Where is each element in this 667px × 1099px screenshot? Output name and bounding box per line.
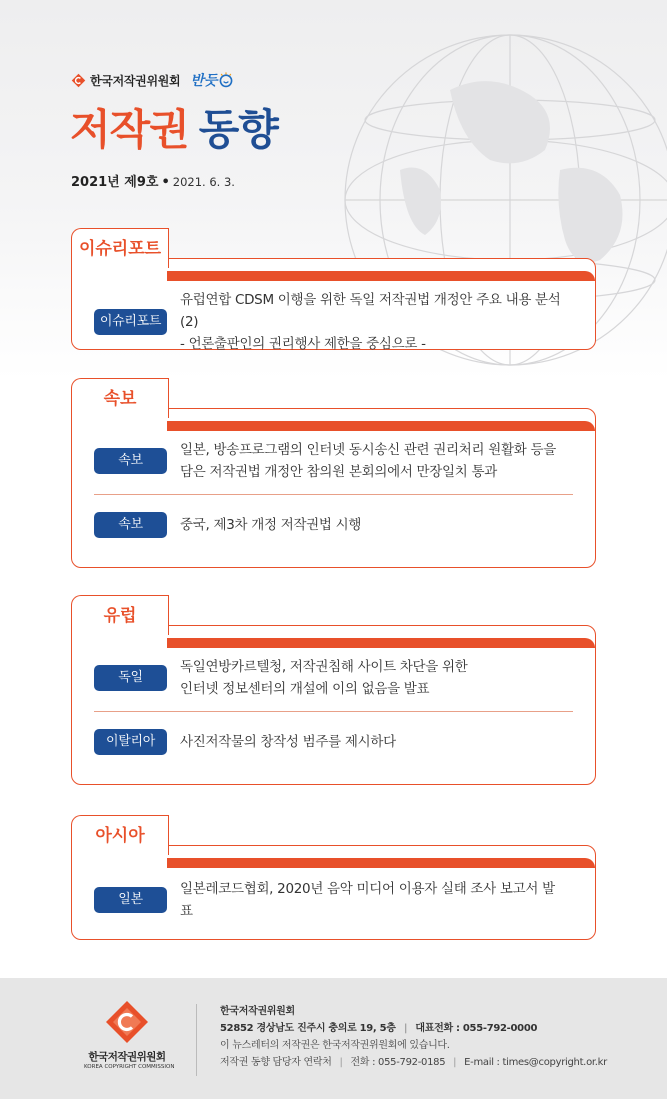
- footer-contact-label: 저작권 동향 담당자 연락처: [220, 1057, 332, 1068]
- item-text[interactable]: [180, 878, 555, 922]
- item-text[interactable]: [180, 289, 573, 355]
- accent-bar: [167, 858, 595, 868]
- item-line1: 일본레코드협회, 2020년 음악 미디어 이용자 실태 조사 보고서 발: [180, 881, 555, 897]
- section-breaking: [71, 378, 596, 570]
- section-label: 이슈리포트: [78, 239, 162, 259]
- accent-bar: [167, 271, 595, 281]
- category-badge: 속보: [94, 512, 167, 538]
- footer-pipe: |: [453, 1057, 457, 1068]
- item-line1: 사진저작물의 창작성 범주를 제시하다: [180, 734, 396, 750]
- footer: [0, 978, 667, 1099]
- category-badge: 속보: [94, 448, 167, 474]
- title-part2: 동향: [198, 105, 278, 154]
- item-line1: 유럽연합 CDSM 이행을 위한 독일 저작권법 개정안 주요 내용 분석 (2): [180, 292, 561, 330]
- footer-info: [220, 1003, 607, 1071]
- bandi-smile-icon: [218, 72, 234, 88]
- section-europe: [71, 595, 596, 787]
- section-issue-report: [71, 228, 596, 353]
- footer-logo-name: 한국저작권위원회: [88, 1051, 166, 1063]
- list-item[interactable]: [94, 729, 573, 755]
- section-label: 속보: [103, 389, 137, 409]
- section-label: 아시아: [95, 826, 145, 846]
- issue-date: 2021. 6. 3.: [172, 175, 235, 189]
- footer-pipe: |: [339, 1057, 343, 1068]
- footer-logo-english: KOREA COPYRIGHT COMMISSION: [84, 1064, 175, 1070]
- item-line2: 담은 저작권법 개정안 참의원 본회의에서 만장일치 통과: [180, 464, 497, 480]
- footer-address: 52852 경상남도 진주시 충의로 19, 5층: [220, 1023, 396, 1034]
- item-text[interactable]: [180, 731, 396, 753]
- accent-bar: [167, 421, 595, 431]
- copyright-c-logo-icon: [105, 1000, 149, 1044]
- footer-separator: [196, 1004, 197, 1076]
- item-line2: - 언론출판인의 권리행사 제한을 중심으로 -: [180, 336, 426, 352]
- footer-contact-email[interactable]: E-mail : times@copyright.or.kr: [464, 1057, 607, 1068]
- footer-address-row: [220, 1020, 607, 1037]
- section-box: [71, 625, 596, 785]
- accent-bar: [167, 638, 595, 648]
- section-label: 유럽: [103, 606, 137, 626]
- list-item[interactable]: [94, 439, 573, 483]
- category-badge: 이탈리아: [94, 729, 167, 755]
- list-item[interactable]: [94, 878, 573, 922]
- category-badge: 일본: [94, 887, 167, 913]
- list-item[interactable]: [94, 656, 573, 700]
- footer-copyright-note: 이 뉴스레터의 저작권은 한국저작권위원회에 있습니다.: [220, 1040, 450, 1051]
- copyright-c-logo-icon: [71, 73, 86, 88]
- footer-logo: [84, 1000, 175, 1070]
- category-badge: 독일: [94, 665, 167, 691]
- page-title: [70, 100, 278, 160]
- item-divider: [94, 494, 573, 495]
- list-item[interactable]: [94, 289, 573, 355]
- org-name: 한국저작권위원회: [90, 73, 181, 88]
- issue-separator: •: [161, 175, 170, 190]
- list-item[interactable]: [94, 512, 573, 538]
- section-box: [71, 408, 596, 568]
- issue-info: [71, 171, 235, 190]
- item-text[interactable]: [180, 656, 468, 700]
- item-line2: 표: [180, 903, 193, 919]
- section-asia: [71, 815, 596, 942]
- item-line2: 인터넷 정보센터의 개설에 이의 없음을 발표: [180, 681, 430, 697]
- partner-name: 반듯: [190, 73, 218, 89]
- item-line1: 중국, 제3차 개정 저작권법 시행: [180, 517, 362, 533]
- title-part1: 저작권: [70, 105, 189, 154]
- item-line1: 일본, 방송프로그램의 인터넷 동시송신 관련 권리처리 원활화 등을: [180, 442, 556, 458]
- item-text[interactable]: [180, 439, 556, 483]
- section-box: [71, 258, 596, 350]
- footer-org: 한국저작권위원회: [220, 1006, 295, 1017]
- issue-number: 2021년 제9호: [71, 175, 159, 190]
- section-box: [71, 845, 596, 940]
- brand-row: [71, 70, 234, 90]
- footer-phone: 대표전화 : 055-792-0000: [415, 1023, 538, 1034]
- item-divider: [94, 711, 573, 712]
- footer-contact-row: [220, 1054, 607, 1071]
- footer-pipe: |: [403, 1023, 408, 1034]
- category-badge: 이슈리포트: [94, 309, 167, 335]
- footer-contact-phone: 전화 : 055-792-0185: [350, 1057, 446, 1068]
- item-text[interactable]: [180, 514, 361, 536]
- item-line1: 독일연방카르텔청, 저작권침해 사이트 차단을 위한: [180, 659, 468, 675]
